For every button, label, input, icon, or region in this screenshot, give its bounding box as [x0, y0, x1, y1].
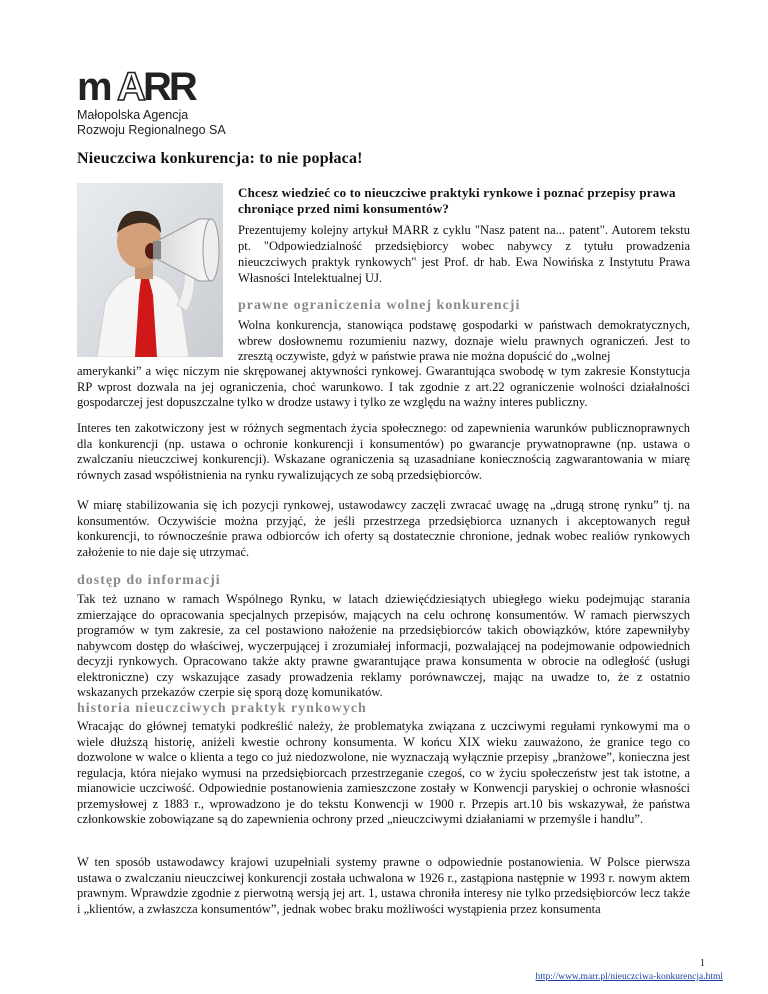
footer-source-link[interactable]: http://www.marr.pl/nieuczciwa-konkurencja.html — [535, 972, 723, 982]
section-heading-historia: historia nieuczciwych praktyk rynkowych — [77, 701, 367, 716]
megaphone-man-icon — [77, 183, 223, 357]
section3-paragraph1: Wracając do głównej tematyki podkreślić należy, że problematyka związana z uczciwymi regułami rynkowymi ma o wiele dłuższą historię, aniżeli kwestie ochrony konsumenta. W końcu XIX wieku zauważono, że granice tego co dozwolone w walce o klienta a tego co już niedozwolone, nie wyznaczają wyłącznie przepisy „branżowe”, konieczna jest regulacja, która niejako wymusi na przedsiębiorcach przestrzeganie czegoś, co w życiu społeczeństw jest tak istotne, a mianowicie uczciwość. Odpowiednie postanowienia zamieszczone zostały w Konwencji paryskiej o ochronie własności przemysłowej z 1883 r., wprowadzono je do tekstu Konwencji w 1900 r. Przepis art.10 bis wskazywał, że państwa członkowskie zobowiązane są do zapewnienia ochrony przed „nieuczciwymi działaniami w przemyśle i handlu”. — [77, 719, 690, 826]
svg-text:A: A — [117, 68, 144, 106]
section1-paragraph3: W miarę stabilizowania się ich pozycji rynkowej, ustawodawcy zaczęli zwracać uwagę na „drugą stronę rynku” tj. na konsumentów. Oczywiście można przyjąć, że jeśli przestrzega przedsiębiorca uznanych i akceptowanych reguł konkurencji, to równocześnie prawa odbiorców ich oferty są dostatecznie chronione, jednak wobec realiów rynkowych założenie to nie daje się utrzymać. — [77, 498, 690, 559]
svg-text:m: m — [77, 68, 111, 106]
logo-line-1: Małopolska Agencja — [77, 108, 189, 122]
lead-question: Chcesz wiedzieć co to nieuczciwe praktyki rynkowe i poznać przepisy prawa chroniące przed nimi konsumentów? — [238, 185, 676, 216]
section1-paragraph2: Interes ten zakotwiczony jest w różnych segmentach życia społecznego: od zapewnienia warunków publicznoprawnych dla konkurencji (np. ustawa o ochronie konkurencji i konsumentów) po gwarancje prywatnoprawne (np. ustawa o zwalczaniu nieuczciwej konkurencji). Wskazane ograniczenia są uzasadniane koniecznością zagwarantowania w miarę równych zasad współistnienia na rynku rywalizujących ze sobą przedsiębiorców. — [77, 421, 690, 482]
section3-paragraph2: W ten sposób ustawodawcy krajowi uzupełniali systemy prawne o odpowiednie postanowienia. W Polsce pierwsza ustawa o zwalczaniu nieuczciwej konkurencji została uchwalona w 1926 r., zastąpiona następnie w 1993 r. nowym aktem prawnym. Wprawdzie zgodnie z pierwotną wersją jej art. 1, ustawa chroniła interesy nie tylko przedsiębiorców lecz także i „klientów, a zwłaszcza konsumentów”, jednak wobec braku możliwości wystąpienia przez konsumenta — [77, 855, 690, 916]
logo-line-2: Rozwoju Regionalnego SA — [77, 123, 226, 137]
page-title: Nieuczciwa konkurencja: to nie popłaca! — [77, 150, 363, 167]
marr-logo — [77, 68, 237, 138]
section1-paragraph1-part2: amerykanki” a więc niczym nie skrępowanej aktywności rynkowej. Gwarantująca swobodę w tym zakresie Konstytucja RP wprost dozwala na jej ograniczenia, choć warunkowo. I tak zgodnie z art.22 ograniczenie wolności działalności gospodarczej jest dopuszczalne tylko w drodze ustawy i tylko ze względu na ważny interes publiczny. — [77, 364, 690, 409]
lead-intro: Prezentujemy kolejny artykuł MARR z cyklu "Nasz patent na... patent". Autorem tekstu pt. "Odpowiedzialność przedsiębiorcy wobec nabywcy z tytułu prowadzenia nieuczciwych praktyk rynkowych" jest Prof. dr hab. Ewa Nowińska z Instytutu Prawa Własności Intelektualnej UJ. — [238, 223, 690, 285]
page-number: 1 — [700, 958, 705, 969]
section-heading-dostep: dostęp do informacji — [77, 573, 221, 588]
svg-text:RR: RR — [143, 68, 195, 106]
marr-logo-mark-icon — [77, 68, 237, 106]
section1-paragraph1-part1: Wolna konkurencja, stanowiąca podstawę gospodarki w państwach demokratycznych, wbrew dosłownemu rozumieniu nazwy, doznaje wielu prawnych ograniczeń. Jest to zresztą oczywiste, gdyż w państwie prawa nie można dopuścić do „wolnej — [238, 318, 690, 363]
section-heading-prawne: prawne ograniczenia wolnej konkurencji — [238, 298, 521, 313]
section2-paragraph1: Tak też uznano w ramach Wspólnego Rynku, w latach dziewięćdziesiątych ubiegłego wieku podejmując starania zmierzające do opracowania specjalnych przepisów, mających na celu ochronę konsumentów. W ramach pierwszych programów w tym zakresie, za cel postawiono nałożenie na przedsiębiorców takich obowiązków, które zapewniłyby nabywcom dostęp do właściwej, wyczerpującej i zrozumiałej informacji, pozwalającej na podejmowanie odpowiednich decyzji rynkowych. Opracowano także akty prawne gwarantujące prawa konsumenta w obrocie na odległość (usługi elektroniczne) czy wskazujące zasady prowadzenia reklamy porównawczej, mając na uwadze to, że z ostatnio wskazanych przekazów czerpie się sporą dozę komunikatów. — [77, 592, 690, 699]
megaphone-man-photo — [77, 183, 223, 357]
